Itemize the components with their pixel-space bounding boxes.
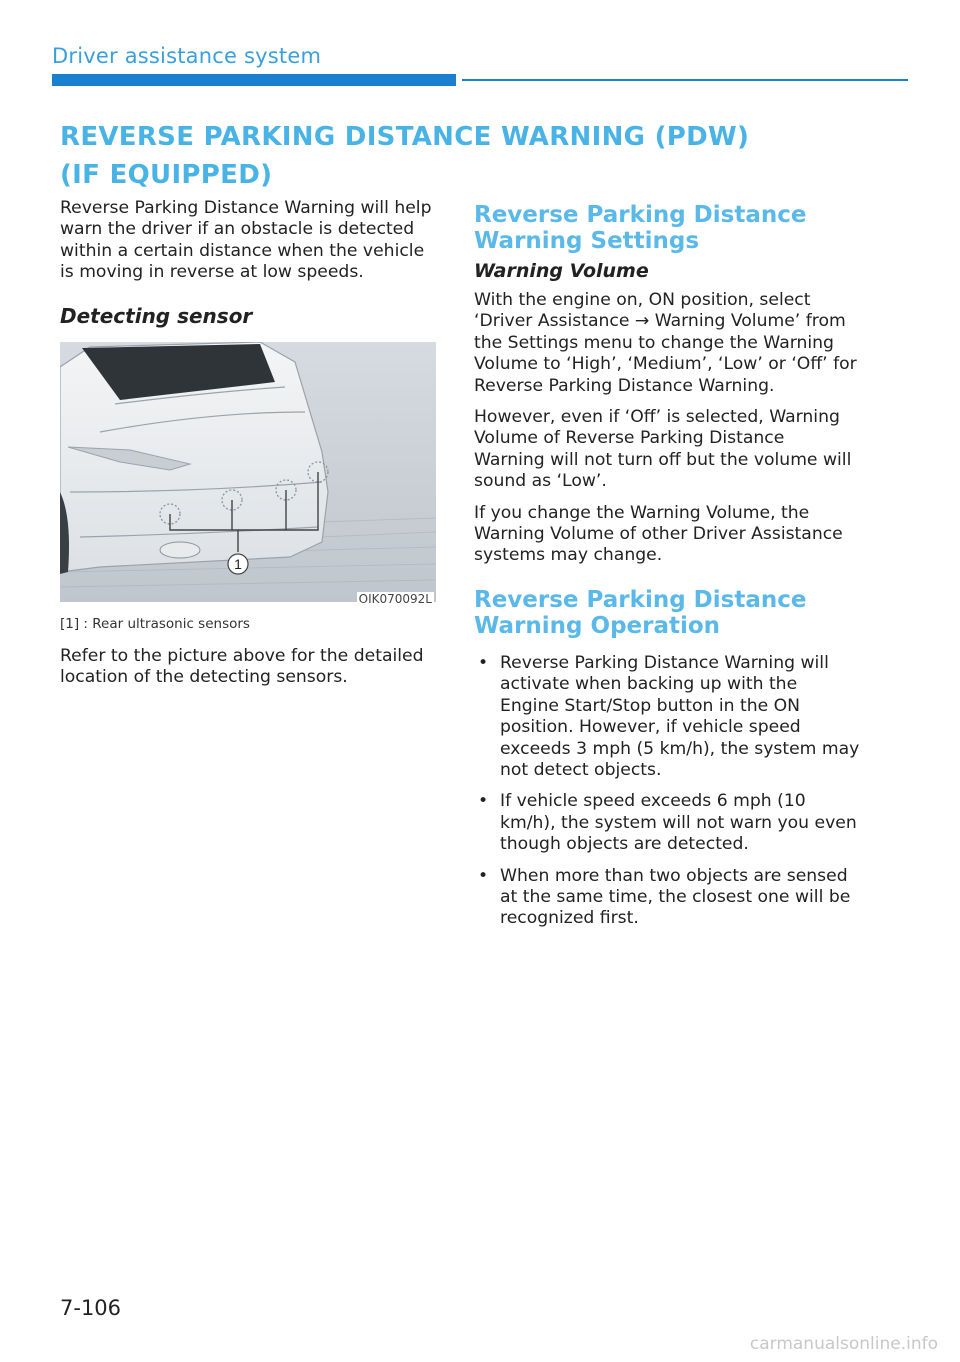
header-rule-thin [462, 79, 908, 81]
settings-paragraph-2: However, even if ‘Off’ is selected, Warning Volume of Reverse Parking Distance Warning will not turn off but the volume will sound as ‘Low’. [474, 407, 852, 492]
right-column [474, 198, 860, 940]
rear-sensor-figure [60, 342, 436, 606]
list-item: • Reverse Parking Distance Warning will activate when backing up with the Engine Start/Stop button in the ON position. However, if vehicle speed exceeds 3 mph (5 km/h), the system may not detect objects. [478, 652, 860, 780]
settings-paragraph-3: If you change the Warning Volume, the Warning Volume of other Driver Assistance systems may change. [474, 502, 843, 566]
watermark: carmanualsonline.info [749, 1334, 938, 1354]
operation-heading: Reverse Parking Distance Warning Operation [474, 586, 807, 639]
page-number: 7-106 [60, 1296, 122, 1320]
figure-code: OIK070092L [358, 591, 432, 606]
list-item: • If vehicle speed exceeds 6 mph (10 km/h), the system will not warn you even though objects are detected. [478, 791, 857, 855]
settings-paragraph-1: With the engine on, ON position, select ‘Driver Assistance → Warning Volume’ from the Settings menu to change the Warning Volume to ‘High’, ‘Medium’, ‘Low’ or ‘Off’ for Reverse Parking Distance Warning. [474, 290, 857, 396]
left-column [60, 198, 438, 698]
list-item: • When more than two objects are sensed at the same time, the closest one will be recognized first. [478, 865, 851, 929]
operation-list [474, 653, 860, 930]
bullet-glyph: • [478, 865, 489, 886]
callout-number: 1 [234, 555, 242, 572]
warning-volume-heading: Warning Volume [474, 260, 649, 282]
intro-paragraph: Reverse Parking Distance Warning will help warn the driver if an obstacle is detected within a certain distance when the vehicle is moving in reverse at low speeds. [60, 198, 432, 283]
chapter-title: Driver assistance system [52, 44, 322, 68]
header-rule-thick [52, 74, 456, 86]
bullet-glyph: • [478, 791, 489, 812]
refer-paragraph: Refer to the picture above for the detailed location of the detecting sensors. [60, 645, 424, 688]
bullet-glyph: • [478, 652, 489, 673]
detecting-sensor-heading: Detecting sensor [60, 303, 253, 328]
car-rear-illustration [60, 342, 436, 602]
section-title: REVERSE PARKING DISTANCE WARNING (PDW) (IF EQUIPPED) [60, 122, 750, 190]
settings-heading: Reverse Parking Distance Warning Settings [474, 202, 807, 254]
figure-caption: [1] : Rear ultrasonic sensors [60, 615, 250, 632]
